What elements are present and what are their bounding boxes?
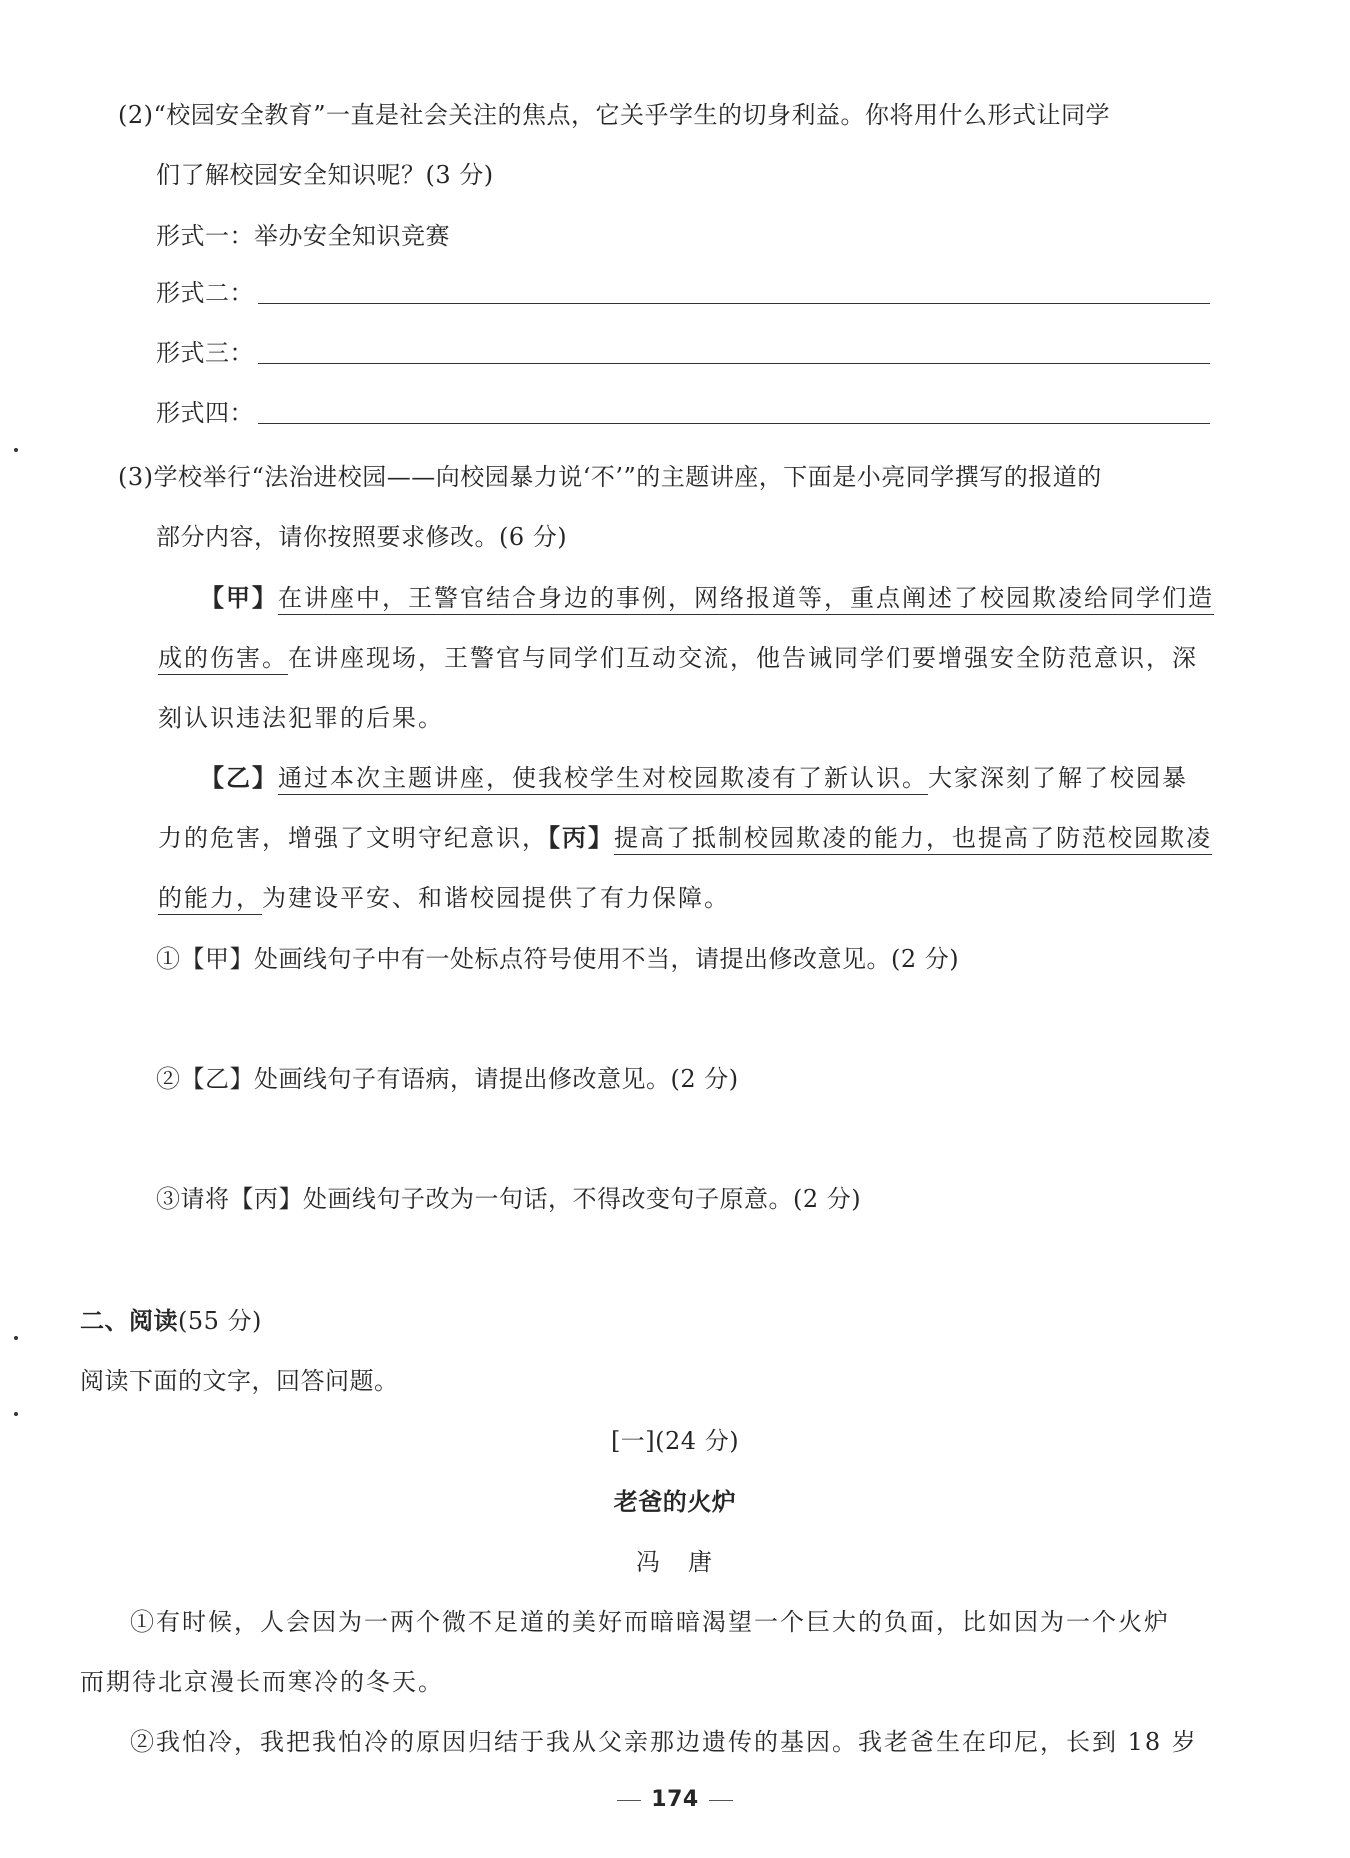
article-p1-line1: ①有时候，人会因为一两个微不足道的美好而暗暗渴望一个巨大的负面，比如因为一个火炉 (130, 1608, 1170, 1636)
q2-form4-answer-line[interactable] (258, 423, 1210, 424)
q3-stem-line2: 部分内容，请你按照要求修改。(6 分) (156, 523, 568, 551)
yi-underlined: 通过本次主题讲座，使我校学生对校园欺凌有了新认识。 (278, 764, 928, 795)
q2-stem-line2: 们了解校园安全知识呢？(3 分) (156, 161, 494, 189)
article-title: 老爸的火炉 (613, 1488, 737, 1516)
q3-jia-line3: 刻认识违法犯罪的后果。 (158, 704, 444, 732)
q2-form2-label: 形式二： (156, 279, 254, 307)
page-number: 174 (651, 1787, 699, 1812)
article-p2-line1: ②我怕冷，我把我怕冷的原因归结于我从父亲那边遗传的基因。我老爸生在印尼，长到 18 岁 (130, 1728, 1198, 1756)
jia-tag: 【甲】 (200, 583, 278, 612)
jia-underlined-1: 在讲座中，王警官结合身边的事例，网络报道等，重点阐述了校园欺凌给同学们造 (278, 584, 1214, 615)
q2-form3-answer-line[interactable] (258, 363, 1210, 364)
q3-sub3: ③请将【丙】处画线句子改为一句话，不得改变句子原意。(2 分) (156, 1185, 862, 1213)
q3-sub2: ②【乙】处画线句子有语病，请提出修改意见。(2 分) (156, 1065, 739, 1093)
q2-form2-answer-line[interactable] (258, 303, 1210, 304)
footer-rule-right (709, 1800, 733, 1801)
bing-underlined-1: 提高了抵制校园欺凌的能力，也提高了防范校园欺凌 (614, 824, 1212, 855)
article-author: 冯 唐 (636, 1548, 714, 1576)
reading-instruction: 阅读下面的文字，回答问题。 (80, 1367, 399, 1395)
jia-rest: 在讲座现场，王警官与同学们互动交流，他告诫同学们要增强安全防范意识，深 (288, 644, 1198, 672)
margin-mark (14, 1336, 18, 1340)
q3-yi-line1 (200, 760, 1188, 796)
section2-heading-score: (55 分) (178, 1307, 262, 1335)
reading-part-label: [一](24 分) (610, 1427, 740, 1455)
q2-form3-row (156, 332, 1210, 372)
yi-rest: 大家深刻了解了校园暴 (928, 764, 1188, 792)
jia-underlined-2: 成的伤害。 (158, 644, 288, 675)
q3-sub1: ①【甲】处画线句子中有一处标点符号使用不当，请提出修改意见。(2 分) (156, 945, 960, 973)
q2-form3-label: 形式三： (156, 339, 254, 367)
q3-jia-line1 (200, 580, 1214, 616)
bing-underlined-2: 的能力， (158, 884, 262, 915)
yi-tag: 【乙】 (200, 763, 278, 792)
bing-rest: 为建设平安、和谐校园提供了有力保障。 (262, 884, 730, 912)
q3-stem-line1: (3)学校举行“法治进校园——向校园暴力说‘不’”的主题讲座，下面是小亮同学撰写的报道的 (118, 463, 1102, 491)
q2-form2-row (156, 272, 1210, 312)
q2-stem-line1: (2)“校园安全教育”一直是社会关注的焦点，它关乎学生的切身利益。你将用什么形式让同学 (118, 101, 1111, 129)
yi-line2-pre: 力的危害，增强了文明守纪意识， (158, 824, 548, 852)
q3-yi-line3 (158, 880, 730, 916)
section2-heading-title: 二、阅读 (80, 1307, 178, 1335)
q3-yi-line2 (158, 820, 1212, 856)
margin-mark (14, 448, 18, 452)
footer-rule-left (617, 1800, 641, 1801)
page-footer (0, 1782, 1350, 1818)
article-p1-line2: 而期待北京漫长而寒冷的冬天。 (80, 1668, 444, 1696)
bing-tag: 【丙】 (548, 823, 614, 852)
margin-mark (14, 1412, 18, 1416)
section2-heading (80, 1303, 262, 1339)
q2-form4-label: 形式四： (156, 399, 254, 427)
q2-form1: 形式一：举办安全知识竞赛 (156, 222, 450, 250)
q3-jia-line2 (158, 640, 1198, 676)
q2-form4-row (156, 392, 1210, 432)
